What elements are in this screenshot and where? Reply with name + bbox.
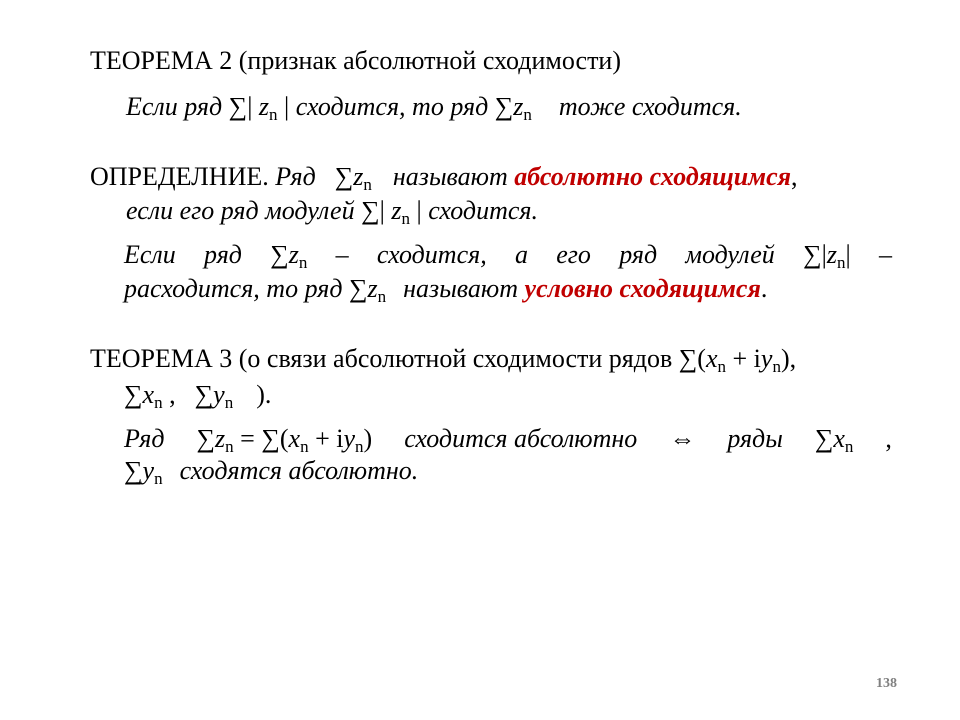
comma: , (162, 380, 176, 409)
term-conditional-convergence: условно сходящимся (524, 274, 761, 303)
word: ряд (204, 240, 242, 269)
sum-symbol: ∑ (494, 92, 514, 121)
subscript-n: n (154, 469, 163, 488)
abs-bar: | (284, 92, 290, 121)
page-number: 138 (876, 676, 897, 691)
subscript-n: n (844, 437, 854, 456)
term-absolute-convergence: абсолютно сходящимся (514, 162, 792, 191)
comma: , (885, 424, 892, 453)
text: Если ряд (126, 92, 223, 121)
text: сходится абсолютно (404, 424, 638, 453)
var-y: y (142, 456, 155, 485)
equals: = (240, 424, 255, 453)
subscript-n: n (377, 287, 387, 306)
abs-bar: | (845, 240, 851, 269)
sum-open: ∑( (261, 424, 289, 453)
var-y: y (760, 344, 773, 373)
var-z: z (826, 240, 837, 269)
sum-symbol: ∑| (228, 92, 253, 121)
subscript-n: n (355, 437, 364, 456)
var-z: z (353, 162, 364, 191)
var-z: z (288, 240, 299, 269)
subscript-n: n (298, 253, 308, 272)
word: Ряд (124, 424, 165, 453)
text: сходятся абсолютно. (179, 456, 419, 485)
theorem3-statement-line-2 (124, 456, 418, 486)
subscript-n: n (836, 253, 846, 272)
word: Если (124, 240, 176, 269)
plus-i: + i (726, 344, 761, 373)
subscript-n: n (224, 393, 234, 412)
text: называют (392, 162, 508, 191)
var-x: x (705, 344, 718, 373)
subscript-n: n (523, 105, 532, 124)
var-z: z (391, 196, 402, 225)
period: . (760, 274, 768, 303)
word: ряды (727, 424, 783, 453)
word: модулей (685, 240, 775, 269)
theorem3-title-text: ТЕОРЕМА 3 (о связи абсолютной сходимости рядов (90, 344, 673, 373)
text: Ряд (275, 162, 316, 191)
sum-symbol: ∑ (270, 240, 289, 269)
theorem3-title-line-2 (124, 380, 271, 410)
text: расходится, то ряд (124, 274, 343, 303)
var-x: x (288, 424, 301, 453)
sum-symbol: ∑ (196, 424, 216, 453)
abs-bar: | (416, 196, 422, 225)
theorem3-title (90, 344, 796, 374)
var-y: y (343, 424, 356, 453)
subscript-n: n (154, 393, 163, 412)
definition-head: ОПРЕДЕЛНИЕ. (90, 162, 269, 191)
definition-line-1 (90, 162, 798, 192)
sum-symbol: ∑ (814, 424, 834, 453)
plus-i: + i (308, 424, 344, 453)
text: сходится, то ряд (295, 92, 489, 121)
sum-symbol: ∑ (194, 380, 214, 409)
var-z: z (513, 92, 524, 121)
var-z: z (367, 274, 378, 303)
text: называют (403, 274, 519, 303)
word: ряд (619, 240, 658, 269)
word: а (514, 240, 528, 269)
definition-para2-line-2 (124, 274, 767, 304)
word: его (556, 240, 591, 269)
var-z: z (215, 424, 226, 453)
var-x: x (142, 380, 155, 409)
text: если его ряд модулей (126, 196, 355, 225)
sum-symbol: ∑| (803, 240, 827, 269)
var-z: z (258, 92, 270, 121)
subscript-n: n (772, 357, 781, 376)
theorem2-statement (126, 92, 742, 122)
definition-line-2 (126, 196, 538, 226)
var-x: x (833, 424, 845, 453)
sum-symbol: ∑ (334, 162, 354, 191)
subscript-n: n (401, 209, 410, 228)
close-comma: ), (780, 344, 797, 373)
theorem3-statement-line-1 (124, 424, 892, 454)
theorem2-title-text: ТЕОРЕМА 2 (признак абсолютной сходимости) (90, 46, 622, 75)
theorem2-title (90, 46, 621, 76)
sum-open: ∑( (678, 344, 706, 373)
sum-symbol: ∑ (124, 380, 143, 409)
word: сходится, (376, 240, 487, 269)
comma: , (791, 162, 798, 191)
text: тоже сходится. (558, 92, 742, 121)
var-y: y (213, 380, 225, 409)
sum-symbol: ∑| (361, 196, 385, 225)
dash: – (878, 240, 892, 269)
subscript-n: n (225, 437, 234, 456)
close-paren: ) (363, 424, 373, 453)
subscript-n: n (363, 175, 372, 194)
close-dot: ). (256, 380, 272, 409)
subscript-n: n (300, 437, 309, 456)
sum-symbol: ∑ (348, 274, 368, 303)
definition-para2-line-1 (124, 240, 892, 270)
dash: – (335, 240, 349, 269)
sum-symbol: ∑ (124, 456, 143, 485)
subscript-n: n (717, 357, 726, 376)
sum-term (270, 240, 307, 270)
sum-term (815, 424, 854, 454)
sum-abs-term (803, 240, 851, 270)
subscript-n: n (269, 105, 278, 124)
sum-expression (196, 424, 372, 454)
iff-arrow: ⇔ (669, 424, 696, 453)
text: сходится. (428, 196, 538, 225)
